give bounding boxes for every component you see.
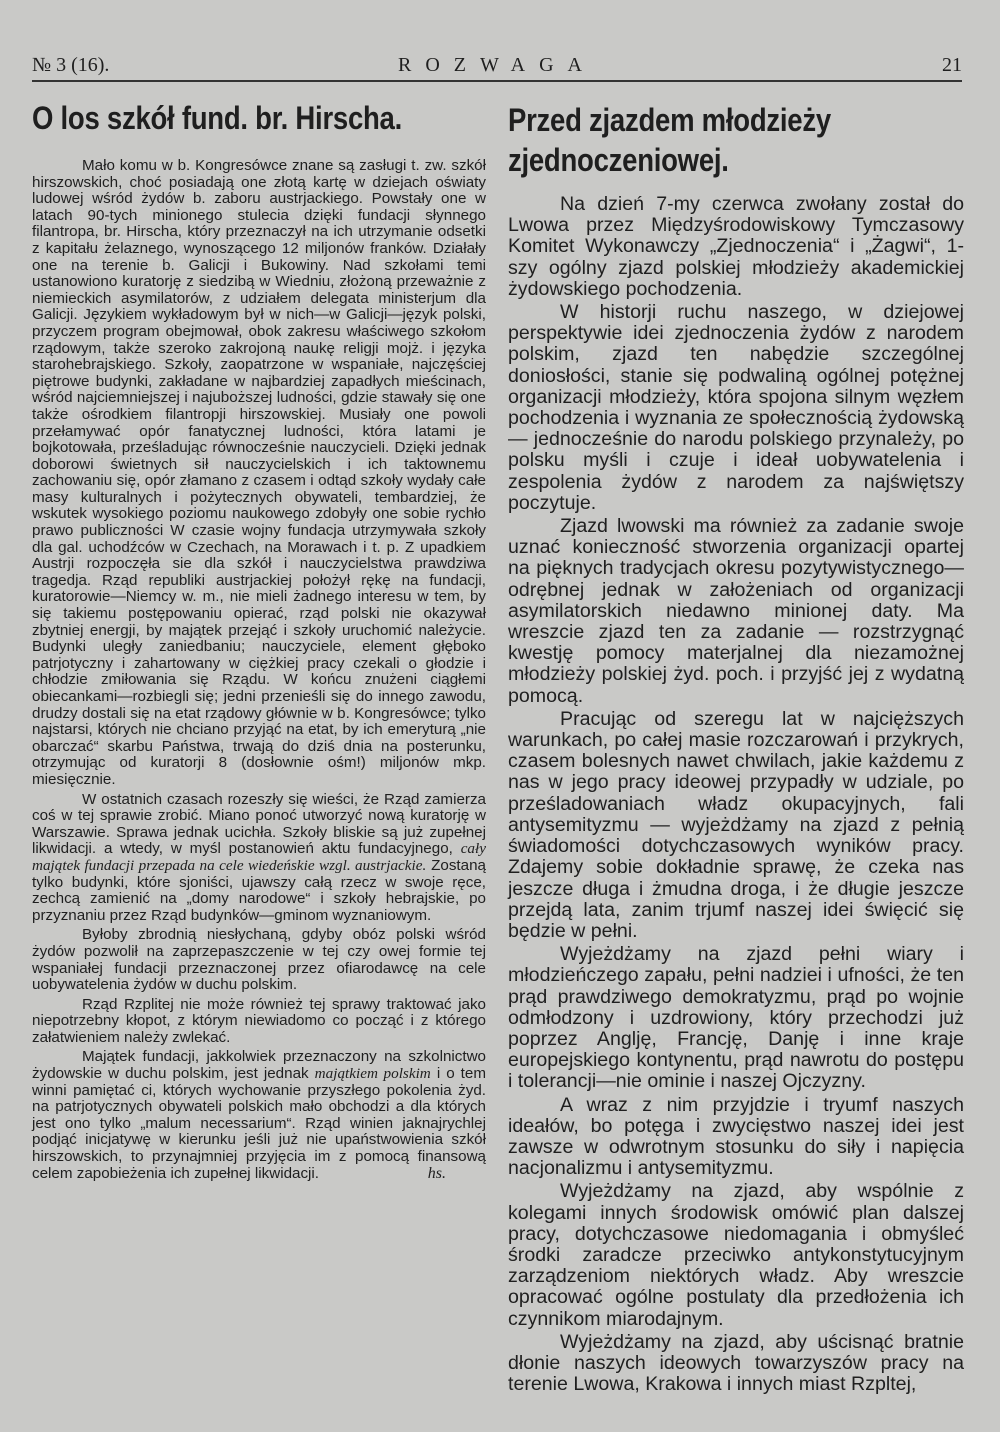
right-article-title: Przed zjazdem młodzieży zjednoczeniowej. [508, 102, 831, 178]
article-paragraph: A wraz z nim przyjdzie i tryumf naszych ideałów, bo potęga i zwycięstwo naszej idei jest zawsze w odwrotnym stosunku do siły i napięcia nacjonalizmu i antysemityzmu. [508, 1093, 964, 1180]
page-number: 21 [942, 54, 962, 76]
article-paragraph: Byłoby zbrodnią niesłychaną, gdyby obóz polski wśród żydów pozwolił na zaprzepaszczenie w tej czy owej formie tej wspaniałej fundacji przeznaczonej przez ofiarodawcę na cele uobywatelenia żydów w duchu polskim. [32, 926, 486, 994]
article-paragraph: Zjazd lwowski ma również za zadanie swoje uznać konieczność stworzenia organizacji opartej na pięknych tradycjach okresu pozytywistycznego—odrębnej jednak w założeniach od organizacji asymilatorskich niedawno minionej daty. Ma wreszcie zjazd ten za zadanie — rozstrzygnąć kwestję pomocy materjalnej dla niezamożnej młodzieży polskiej żyd. poch. i przyjść jej z wydatną pomocą. [508, 515, 964, 707]
article-paragraph: Pracując od szeregu lat w najcięższych warunkach, po całej masie rozczarowań i przykrych, czasem bolesnych nawet chwilach, jakie każdemu z nas w jego pracy ideowej przypadły w udziale, po prześladowaniach władz okupacyjnych, fali antysemityzmu — wyjeżdżamy na zjazd z pełnią świadomości dotychczasowych wyników pracy. Zdajemy sobie dokładnie sprawę, że czeka nas jeszcze długa i żmudna droga, i że długie jeszcze przejdą lata, zanim trjumf naszej idei święcić się będzie w pełni. [508, 707, 964, 942]
italic-emphasis: majątkiem polskim [314, 1065, 431, 1083]
article-paragraph [32, 792, 486, 925]
article-paragraph: Wyjeżdżamy na zjazd, aby wspólnie z kolegami innych środowisk omówić plan dalszej pracy, dotychczasowe niedomagania i obmyśleć środki zaradcze przeciwko antykonstytucyjnym zarządzeniom niektórych władz. Aby wreszcie opracować ogólne postulaty dla przedłożenia ich czynnikom miarodajnym. [508, 1180, 964, 1330]
article-paragraph: W historji ruchu naszego, w dziejowej perspektywie idei zjednoczenia żydów z narodem polskim, zjazd ten nabędzie szczególnej doniosłości, stanie się podwaliną ogólnej potężnej organizacji młodzieży, która spojona silnym węzłem pochodzenia i wyznania ze społecznością żydowską — jednocześnie do narodu polskiego przynależy, po polsku myśli i czuje i ideał uobywatelenia i zespolenia żydów z narodem za najświętszy poczytuje. [508, 301, 964, 514]
article-paragraph: Wyjeżdżamy na zjazd, aby uścisnąć bratnie dłonie naszych ideowych towarzyszów pracy na terenie Lwowa, Krakowa i innych miast Rzpltej, [508, 1330, 964, 1396]
article-paragraph: Na dzień 7-my czerwca zwołany został do Lwowa przez Międzyśrodowiskowy Tymczasowy Komitet Wykonawczy „Zjednoczenia“ i „Żagwi“, 1-szy ogólny zjazd polskiej młodzieży akademickiej żydowskiego pochodzenia. [508, 193, 964, 300]
left-article-title: O los szkół fund. br. Hirscha. [32, 100, 402, 136]
paragraph-text: W ostatnich czasach rozeszły się wieści, że Rząd zamierza coś w tej sprawie zrobić. Miano ponoć utworzyć nową kuratorję w Warszawie. Sprawa jednak ucichła. Szkoły bliskie są już zupełnej likwidacji. a wtedy, w myśl postanowień aktu fundacyjnego, [32, 790, 486, 858]
page-header [32, 52, 962, 82]
left-article [32, 100, 486, 1183]
issue-number: № 3 (16). [32, 54, 110, 76]
article-paragraph: Rząd Rzplitej nie może również tej sprawy traktować jako niepotrzebny kłopot, z którym niewiadomo co począć i z którego załatwieniem należy zwlekać. [32, 995, 486, 1046]
article-paragraph [32, 1049, 486, 1182]
author-signature: hs. [427, 1165, 446, 1183]
italic-emphasis: cały majątek fundacji przepada na cele wiedeńskie wzgl. austrjackie. [32, 840, 486, 874]
paragraph-text: Majątek fundacji, jakkolwiek przeznaczony na szkolnictwo żydowskie w duchu polskim, jest jednak [32, 1048, 486, 1083]
article-paragraph: Mało komu w b. Kongresówce znane są zasługi t. zw. szkół hirszowskich, choć posiadają one złotą kartę w dziejach oświaty ludowej wśród żydów b. zaboru austrjackiego. Powstały one w latach 90-tych minionego stulecia dzięki fundacji słynnego filantropa, br. Hirscha, który przeznaczył na ich utrzymanie odsetki z kapitału żelaznego, wynoszącego 12 miljonów franków. Działały one na terenie b. Galicji i Bukowiny. Nad szkołami temi ustanowiono kuratorję z siedzibą w Wiedniu, złożoną przeważnie z niemieckich asymilatorów, z udziałem delegata ministerjum dla Galicji. Językiem wykładowym był w nich—w Galicji—język polski, przyczem program obejmował, obok zakresu właściwego szkołom rządowym, także szeroko zakrojoną naukę religji mojż. i języka starohebrajskiego. Szkoły, zaopatrzone w wspaniałe, najczęściej piętrowe budynki, zakładane w najbardziej zapadłych mieścinach, wśród najciemniejszej i najuboższej ludności, gdzie stawały się one także ośrodkiem filantropji hirszowskiej. Musiały one powoli przełamywać opór fanatycznej ludności, która latami je bojkotowała, prześladując równocześnie nauczycieli. Dzięki jednak doborowi świetnych sił nauczycielskich i ich taktownemu zachowaniu się, opór złamano z czasem i odtąd szkoły wydały całe masy kulturalnych i pożytecznych obywateli, tembardziej, że wskutek wysokiego poziomu naukowego zdobyły one sobie rychło prawo publiczności W czasie wojny fundacja utrzymywała szkoły dla gal. uchodźców w Czechach, na Morawach i t. p. Z upadkiem Austrji rozpoczęła sie dla szkół i nauczycielstwa prawdziwa tragedja. Rząd republiki austrjackiej położył rękę na fundacji, kuratorowie—Niemcy w. m., nie mieli żadnego interesu w tem, by się takiemu postępowaniu opierać, rząd polski nie okazywał zbytniej energji, by majątek przejąć i szkoły uruchomić należycie. Budynki uległy zaniedbaniu; nauczyciele, element głęboko patrjotyczny i zahartowany w ciężkiej pracy czekali o głodzie i chłodzie zmiłowania się Rządu. W końcu znużeni ciągłemi obiecankami—rozbiegli się; jedni przenieśli się do innego zawodu, drudzy dostali się na etat rządowy głównie w b. Kongresówce; tylko najstarsi, których nie chciano przyjąć na etat, by ich emeryturą „nie obarczać“ skarbu Państwa, trwają do dziś dnia na posterunku, otrzymując od kuratorji 8 (dosłownie ośm!) miljonów mkp. miesięcznie. [32, 157, 486, 788]
paragraph-text: i o tem winni pamiętać ci, których wychowanie przyszłego pokolenia żyd. na patrjotycznych obywateli polskich mało obchodzi a dla których jest ono tylko „malum necessarium“. Rząd winien jaknajrychlej podjąć inicjatywę w kierunku jeśli już nie upaństwowienia szkół hirszowskich, to przynajmniej przyjęcia im z pomocą finansową celem zapobieżenia ich zupełnej likwidacji. [32, 1065, 486, 1182]
publication-title: ROZWAGA [398, 54, 596, 76]
article-paragraph: Wyjeżdżamy na zjazd pełni wiary i młodzieńczego zapału, pełni nadziei i ufności, że ten prąd prawdziwego demokratyzmu, prąd po wojnie odmłodzony i uzdrowiony, który przechodzi już poprzez Anglję, Francję, Danję i inne kraje europejskiego kontynentu, prąd nawrotu do postępu i tolerancji—nie ominie i naszej Ojczyzny. [508, 943, 964, 1093]
paragraph-text: Zostaną tylko budynki, które sjoniści, ujawszy całą rzecz w swoje ręce, zechcą zamienić na „domy narodowe“ i szkoły hebrajskie, po przyznaniu przez Rząd budynków—gminom wyznaniowym. [32, 856, 486, 924]
right-article [508, 100, 964, 1395]
